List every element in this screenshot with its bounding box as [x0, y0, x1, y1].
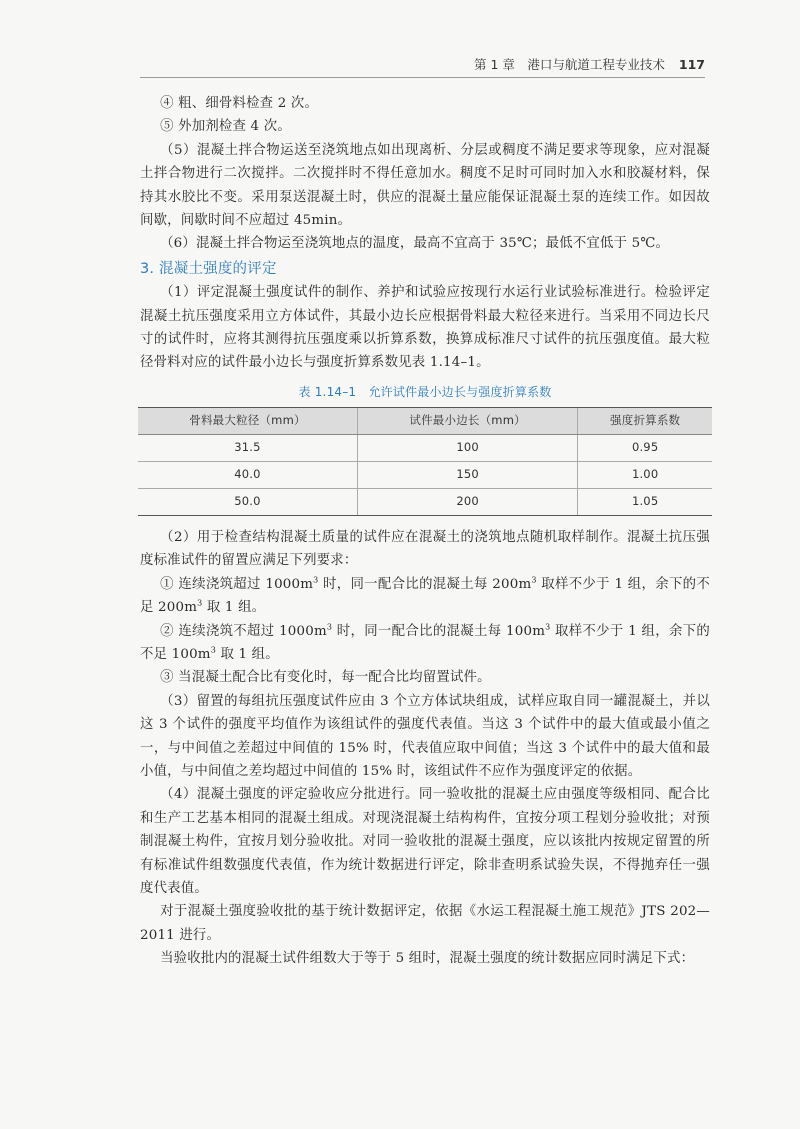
paragraph-6: （6）混凝土拌合物运至浇筑地点的温度，最高不宜高于 35℃；最低不宜低于 5℃。: [160, 236, 670, 252]
table-cell: 0.95: [578, 434, 712, 461]
paragraph-item-5: ⑤ 外加剂检查 4 次。: [160, 119, 291, 135]
table-cell: 150: [357, 461, 577, 488]
table-cell: 40.0: [138, 461, 357, 488]
table-cell: 1.05: [578, 488, 712, 515]
superscript: 3: [210, 645, 216, 655]
table-caption: 表 1.14–1 允许试件最小边长与强度折算系数: [298, 384, 552, 399]
superscript: 3: [197, 598, 203, 608]
paragraph-5: （5）混凝土拌合物运送至浇筑地点如出现离析、分层或稠度不满足要求等现象，应对混凝土拌合物进行二次搅拌。二次搅拌时不得任意加水。稠度不足时可同时加入水和胶凝材料，保持其水胶比不变。采用泵送混凝土时，供应的混凝土量应能保证混凝土泵的连续工作。如因故间歇，间歇时间不应超过 45min。: [140, 142, 710, 229]
list-item-1: [140, 573, 710, 620]
list-item-1-part-d: 取 1 组。: [202, 600, 266, 616]
paragraph-statistics-basis: 对于混凝土强度验收批的基于统计数据评定，依据《水运工程混凝土施工规范》JTS 202—2011 进行。: [140, 904, 710, 943]
page-number: 117: [678, 57, 705, 72]
paragraph-eval-3: （3）留置的每组抗压强度试件应由 3 个立方体试块组成，试样应取自同一罐混凝土，并以这 3 个试件的强度平均值作为该组试件的强度代表值。当这 3 个试件中的最大值或最小值之一，与中间值之差超过中间值的 15% 时，代表值应取中间值；当这 3 个试件中的最大值和最小值，与中间值之差均超过中间值的 15% 时，该组试件不应作为强度评定的依据。: [140, 693, 710, 779]
list-item-2-part-c: 取样不少于 1 组，余下的不足 100m: [140, 623, 710, 662]
table-cell: 1.00: [578, 461, 712, 488]
table-header-cell: 试件最小边长（mm）: [357, 407, 577, 434]
superscript: 3: [313, 575, 319, 585]
list-item-3: ③ 当混凝土配合比有变化时，每一配合比均留置试件。: [160, 670, 491, 686]
superscript: 3: [545, 622, 551, 632]
list-item-2-part-a: ② 连续浇筑不超过 1000m: [160, 623, 327, 639]
list-item-2-part-d: 取 1 组。: [216, 646, 279, 662]
paragraph-eval-2: （2）用于检查结构混凝土质量的试件应在混凝土的浇筑地点随机取样制作。混凝土抗压强度标准试件的留置应满足下列要求：: [140, 529, 710, 569]
list-item-2-part-b: 时，同一配合比的混凝土每 100m: [332, 623, 546, 639]
table-cell: 200: [357, 488, 577, 515]
data-table: [138, 407, 712, 516]
table-cell: 100: [357, 434, 577, 461]
superscript: 3: [531, 575, 537, 585]
list-item-1-part-c: 取样不少于 1 组，余下的不足 200m: [140, 576, 710, 616]
table-row: [138, 461, 712, 488]
table-row: [138, 434, 712, 461]
table-header-cell: 强度折算系数: [578, 407, 712, 434]
table-header-row: [138, 407, 712, 434]
list-item-1-part-b: 时，同一配合比的混凝土每 200m: [318, 576, 532, 592]
page-body: [140, 92, 710, 971]
section-title: 3. 混凝土强度的评定: [140, 260, 277, 277]
table-cell: 50.0: [138, 488, 357, 515]
list-item-1-part-a: ① 连续浇筑超过 1000m: [160, 576, 314, 592]
paragraph-eval-4: （4）混凝土强度的评定验收应分批进行。同一验收批的混凝土应由强度等级相同、配合比和生产工艺基本相同的混凝土组成。对现浇混凝土结构构件，宜按分项工程划分验收批；对预制混凝土构件，宜按月划分验收批。对同一验收批的混凝土强度，应以该批内按规定留置的所有标准试件组数强度代表值，作为统计数据进行评定，除非查明系试验失误，不得抛弃任一强度代表值。: [140, 787, 710, 896]
table-header-cell: 骨料最大粒径（mm）: [138, 407, 357, 434]
list-item-2: [140, 620, 710, 667]
superscript: 3: [326, 622, 333, 632]
running-header: [140, 55, 705, 78]
table-row: [138, 488, 712, 515]
paragraph-statistics-condition: 当验收批内的混凝土试件组数大于等于 5 组时，混凝土强度的统计数据应同时满足下式：: [160, 951, 695, 967]
table-cell: 31.5: [138, 434, 357, 461]
paragraph-eval-1: （1）评定混凝土强度试件的制作、养护和试验应按现行水运行业试验标准进行。检验评定混凝土抗压强度采用立方体试件，其最小边长应根据骨料最大粒径来进行。当采用不同边长尺寸的试件时，应将其测得抗压强度乘以折算系数，换算成标准尺寸试件的抗压强度值。最大粒径骨料对应的试件最小边长与强度折算系数见表 1.14–1。: [140, 285, 710, 371]
chapter-title: 第 1 章 港口与航道工程专业技术: [474, 57, 665, 72]
paragraph-item-4: ④ 粗、细骨料检查 2 次。: [160, 96, 319, 111]
